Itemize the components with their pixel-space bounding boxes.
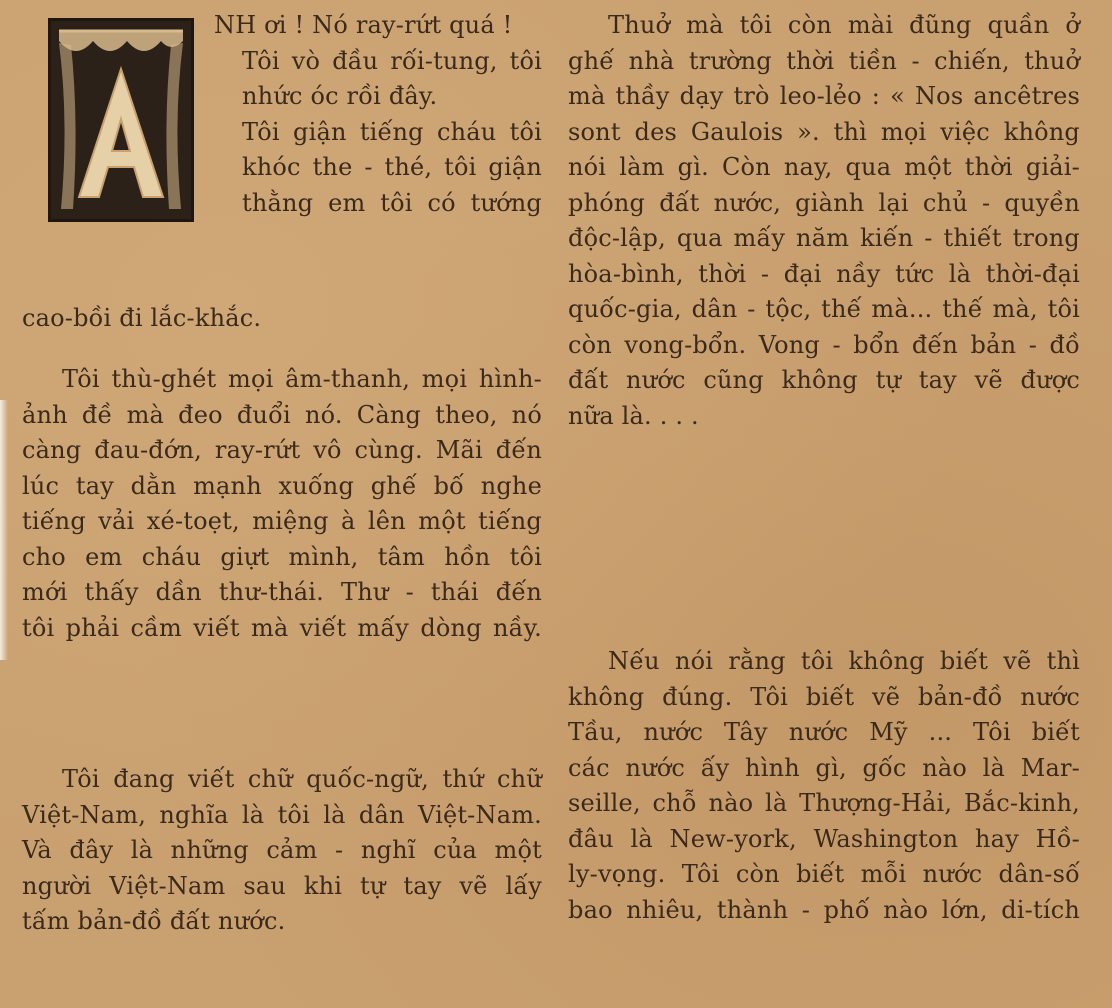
dropcap-ornament	[48, 18, 194, 222]
page-edge-mark	[0, 400, 8, 660]
text-line: hòa-bình, thời - đại nầy tức là thời-đại	[568, 259, 1080, 288]
text-line: ghế nhà trường thời tiền - chiến, thuở	[568, 46, 1080, 75]
text-line: lúc tay dằn mạnh xuống ghế bố nghe	[22, 471, 542, 500]
text-line: NH ơi ! Nó ray-rứt quá !	[214, 11, 513, 39]
text-line: seille, chỗ nào là Thượng-Hải, Bắc-kinh,	[568, 789, 1080, 817]
text-line: Tôi thù-ghét mọi âm-thanh, mọi hình-	[62, 365, 542, 393]
text-line: nhức óc rồi đây.	[242, 82, 438, 110]
text-line: ảnh đề mà đeo đuổi nó. Càng theo, nó	[22, 400, 542, 429]
text-line: Thuở mà tôi còn mài đũng quần ở	[608, 11, 1080, 39]
text-line: Tầu, nước Tây nước Mỹ ... Tôi biết	[568, 718, 1080, 746]
text-line: quốc-gia, dân - tộc, thế mà... thế mà, tôi	[568, 295, 1080, 323]
text-line: sont des Gaulois ». thì mọi việc không	[568, 117, 1080, 146]
dropcap-illustration	[51, 21, 191, 219]
text-line: nói làm gì. Còn nay, qua một thời giải-	[568, 153, 1080, 181]
right-paragraph-2	[568, 644, 1080, 928]
text-line: Việt-Nam, nghĩa là tôi là dân Việt-Nam.	[22, 800, 542, 829]
text-line: Tôi đang viết chữ quốc-ngữ, thứ chữ	[62, 765, 542, 793]
text-line: tấm bản-đồ đất nước.	[22, 907, 286, 935]
left-paragraph-3	[22, 762, 542, 940]
text-line: tiếng vải xé-toẹt, miệng à lên một tiếng	[22, 507, 542, 535]
text-line: cao-bồi đi lắc-khắc.	[22, 304, 262, 332]
intro-text-beside-dropcap	[214, 8, 542, 221]
text-line: còn vong-bổn. Vong - bổn đến bản - đồ	[568, 330, 1080, 359]
text-line: khóc the - thé, tôi giận	[242, 153, 542, 181]
text-line: độc-lập, qua mấy năm kiến - thiết trong	[568, 224, 1080, 252]
text-line: không đúng. Tôi biết vẽ bản-đồ nước	[568, 682, 1080, 711]
text-line: đất nước cũng không tự tay vẽ được	[568, 366, 1080, 394]
text-line: ly-vọng. Tôi còn biết mỗi nước dân-số	[568, 860, 1080, 888]
text-line: Và đây là những cảm - nghĩ của một	[22, 836, 542, 864]
text-line: càng đau-đớn, ray-rứt vô cùng. Mãi đến	[22, 436, 542, 464]
text-line: bao nhiêu, thành - phố nào lớn, di-tích	[568, 895, 1080, 924]
text-line: phóng đất nước, giành lại chủ - quyền	[568, 188, 1080, 217]
text-line: đâu là New-york, Washington hay Hồ-	[568, 824, 1080, 853]
text-line: tôi phải cầm viết mà viết mấy dòng nầy.	[22, 613, 542, 642]
text-line: các nước ấy hình gì, gốc nào là Mar-	[568, 753, 1080, 782]
text-line: Nếu nói rằng tôi không biết vẽ thì	[608, 647, 1080, 675]
text-line: Tôi vò đầu rối-tung, tôi	[242, 46, 542, 75]
text-line: người Việt-Nam sau khi tự tay vẽ lấy	[22, 871, 542, 900]
text-line: Tôi giận tiếng cháu tôi	[242, 117, 542, 146]
right-paragraph-1	[568, 8, 1080, 434]
left-paragraph-2	[22, 362, 542, 646]
text-line: thằng em tôi có tướng	[242, 188, 542, 217]
text-line: nữa là. . . .	[568, 401, 699, 430]
text-line: mới thấy dần thư-thái. Thư - thái đến	[22, 578, 542, 606]
text-line: cho em cháu giựt mình, tâm hồn tôi	[22, 542, 542, 571]
text-line: mà thầy dạy trò leo-lẻo : « Nos ancêtres	[568, 82, 1080, 110]
